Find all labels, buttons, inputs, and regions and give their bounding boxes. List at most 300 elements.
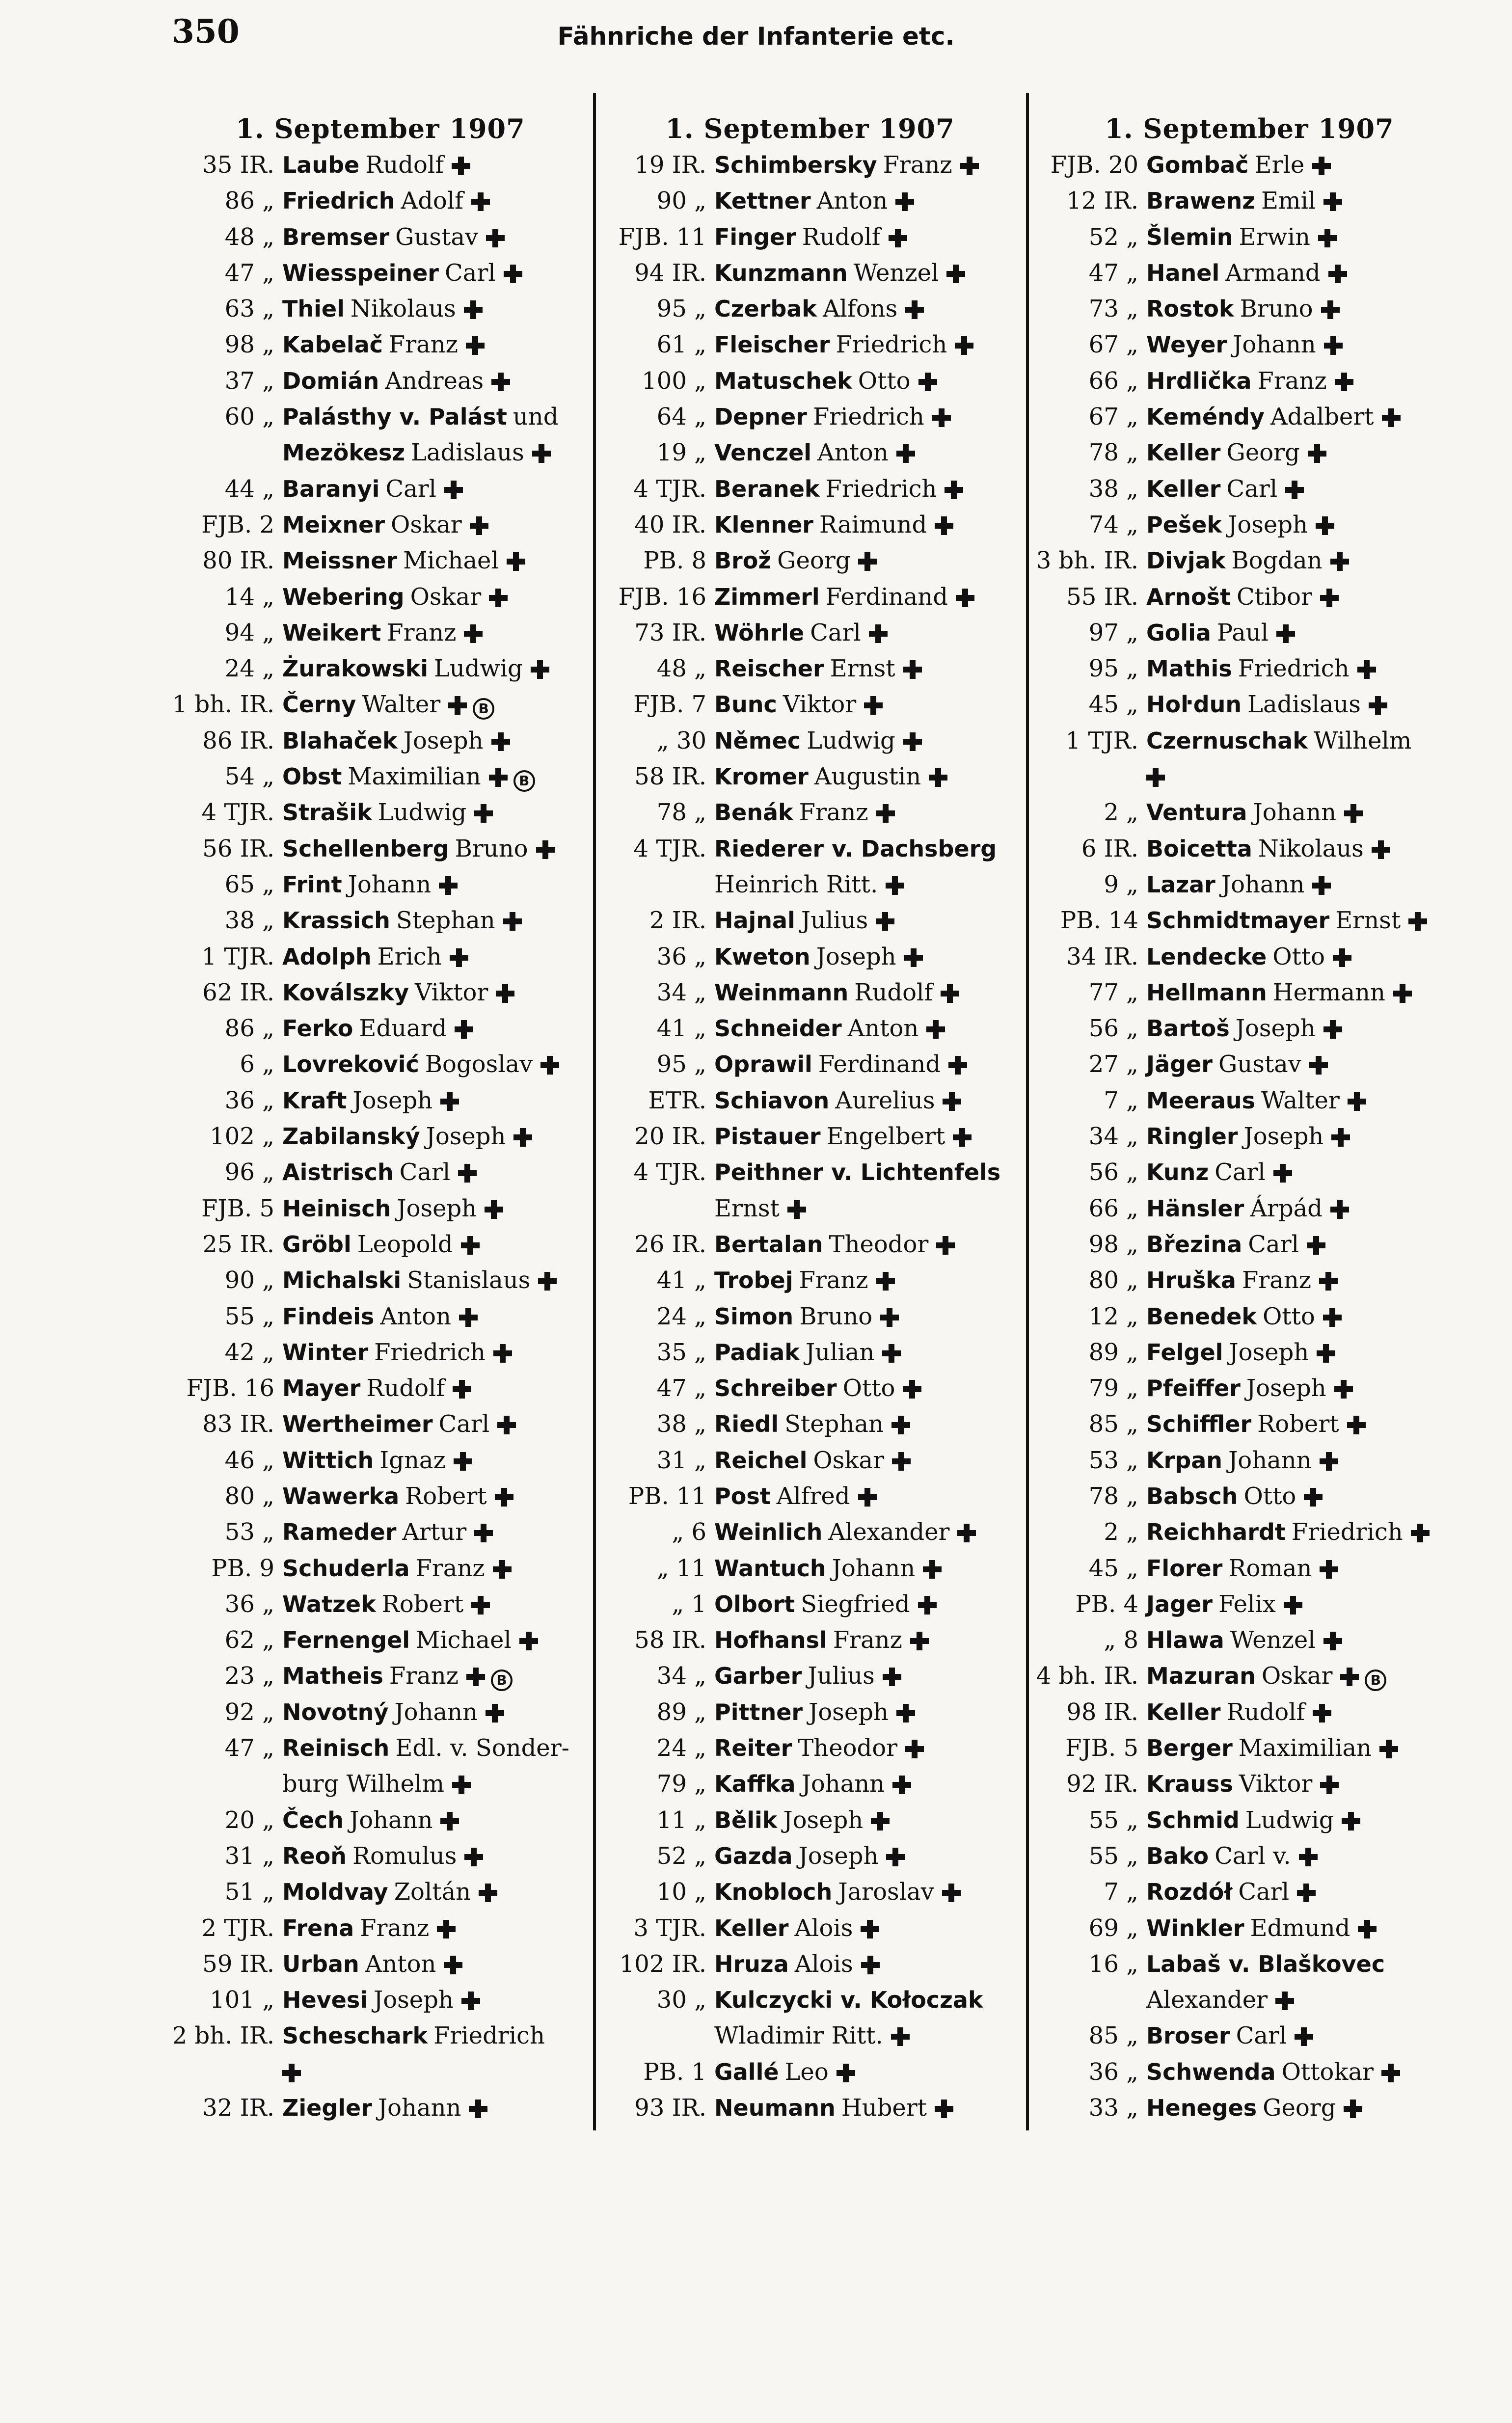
regiment-number: 77 „ [1088, 978, 1138, 1006]
given-name: Paul [1216, 619, 1269, 646]
regiment-number: PB. 4 [1075, 1590, 1138, 1618]
regiment-number: 98 „ [224, 331, 274, 359]
cross-icon [440, 1092, 459, 1111]
list-item [1033, 1227, 1465, 1263]
surname: Hlawa [1146, 1627, 1224, 1654]
entry-name [1146, 507, 1465, 543]
given-name: Oskar [1261, 1662, 1333, 1690]
cross-icon [450, 948, 468, 967]
regiment-number: 66 „ [1088, 367, 1138, 395]
given-name: Nikolaus [1258, 835, 1364, 862]
list-item [1033, 1155, 1465, 1190]
surname: Kraft [282, 1087, 347, 1114]
given-name: Ignaz [379, 1446, 446, 1474]
cross-icon [454, 1452, 472, 1471]
regiment-number: 60 „ [224, 403, 274, 431]
list-item [169, 147, 592, 183]
given-name: Edmund [1250, 1914, 1350, 1942]
given-name: Georg [1226, 439, 1300, 467]
given-name: Franz [415, 1554, 485, 1582]
surname: Post [714, 1482, 771, 1509]
entry-list [169, 147, 592, 2126]
given-name: Johann [394, 1698, 478, 1726]
cross-icon [464, 300, 483, 319]
cross-icon [538, 1272, 557, 1291]
given-name: Franz [388, 331, 458, 359]
cross-icon [886, 876, 904, 895]
regiment-number: 58 IR. [634, 763, 706, 791]
list-item [169, 1514, 592, 1550]
entry-name [282, 831, 592, 867]
list-item [601, 1011, 1019, 1047]
list-item [1033, 723, 1465, 759]
cross-icon [1276, 624, 1295, 643]
column-heading: 1. September 1907 [665, 113, 955, 144]
entry-name [1146, 2090, 1465, 2126]
list-item [1033, 1011, 1465, 1047]
column-3 [1033, 113, 1465, 2126]
surname: Laube [282, 152, 360, 178]
surname: Hellmann [1146, 979, 1267, 1006]
regiment-number: 56 „ [1088, 1158, 1138, 1186]
regiment-number: 85 „ [1088, 2022, 1138, 2050]
regiment-number: FJB. 16 [186, 1374, 274, 1402]
regiment-number: 3 TJR. [633, 1914, 706, 1942]
surname: Meixner [282, 511, 385, 538]
regiment-number: 12 „ [1088, 1302, 1138, 1330]
list-item [601, 1335, 1019, 1371]
given-name: Joseph [397, 1194, 477, 1222]
given-name: Romulus [352, 1842, 457, 1870]
entry-name [714, 1982, 1019, 2018]
surname: Reoň [282, 1842, 347, 1869]
cross-icon [882, 1344, 901, 1363]
regiment-number: 90 „ [224, 1266, 274, 1294]
surname: Hanel [1146, 259, 1220, 286]
cross-icon [439, 876, 458, 895]
entry-name [282, 1011, 592, 1047]
entry-name [1146, 1371, 1465, 1406]
given-name: burg Wilhelm [282, 1770, 444, 1798]
regiment-number: 86 IR. [202, 727, 274, 754]
cross-icon [945, 481, 963, 499]
regiment-number: 25 IR. [202, 1230, 274, 1258]
column-divider [1026, 93, 1029, 2130]
surname: Adolph [282, 943, 372, 970]
cross-icon [491, 732, 510, 751]
list-item [169, 255, 592, 291]
regiment-number: 89 „ [1088, 1338, 1138, 1366]
entry-name [714, 1803, 1019, 1838]
column-heading: 1. September 1907 [1105, 113, 1394, 144]
surname: Čech [282, 1806, 344, 1833]
cross-icon [1330, 1200, 1349, 1219]
surname: Lazar [1146, 871, 1215, 898]
entry-name [1146, 975, 1465, 1011]
list-item [601, 759, 1019, 795]
regiment-number: 78 „ [1088, 439, 1138, 467]
list-item [601, 1047, 1019, 1082]
given-name: Bruno [455, 835, 528, 862]
given-name: Franz [799, 1266, 868, 1294]
given-name: Bruno [799, 1302, 873, 1330]
given-name: Johann [801, 1770, 885, 1798]
given-name: Adalbert [1270, 403, 1374, 431]
entry-name [714, 291, 1019, 327]
entry-name [282, 975, 592, 1011]
surname: Pfeiffer [1146, 1375, 1241, 1402]
given-name: Johann [1253, 799, 1336, 827]
entry-name [282, 1658, 592, 1694]
regiment-number: 62 „ [224, 1626, 274, 1654]
list-item [1033, 615, 1465, 651]
surname: Knobloch [714, 1879, 833, 1906]
regiment-number: 14 „ [224, 583, 274, 611]
surname: Winter [282, 1339, 369, 1366]
list-item [169, 1874, 592, 1910]
surname: Brawenz [1146, 188, 1256, 215]
surname: Mathis [1146, 655, 1232, 682]
entry-name [714, 2054, 1019, 2090]
entry-name [282, 1443, 592, 1479]
list-item [601, 723, 1019, 759]
cross-icon [486, 1704, 504, 1723]
given-name: Felix [1218, 1590, 1276, 1618]
list-item [169, 1155, 592, 1190]
list-item [169, 1658, 592, 1694]
cross-icon [892, 1452, 911, 1471]
surname: Brož [714, 547, 772, 574]
surname: Schimbersky [714, 152, 877, 178]
list-item [1033, 2018, 1465, 2054]
cross-icon [444, 1956, 462, 1974]
surname: Simon [714, 1303, 794, 1330]
given-name: Franz [389, 1662, 459, 1690]
surname: Golia [1146, 619, 1211, 646]
list-item [601, 219, 1019, 255]
regiment-number: FJB. 7 [633, 691, 706, 719]
given-name: Maximilian [348, 763, 481, 791]
entry-name [714, 1011, 1019, 1047]
given-name: Bruno [1240, 295, 1313, 323]
entry-name [282, 435, 592, 471]
regiment-number: 6 „ [240, 1050, 274, 1078]
regiment-number: 86 „ [224, 187, 274, 215]
entry-name [282, 1514, 592, 1550]
given-name: Carl [438, 1410, 490, 1438]
given-name: Joseph [816, 942, 896, 970]
given-name: Friedrich [825, 475, 937, 503]
entry-name [282, 903, 592, 939]
list-item [1033, 147, 1465, 183]
given-name: Erich [377, 942, 442, 970]
list-item [1033, 1335, 1465, 1371]
cross-icon [496, 984, 514, 1003]
list-item [601, 1803, 1019, 1838]
regiment-number: 61 „ [656, 331, 706, 359]
list-item [601, 615, 1019, 651]
regiment-number: 55 „ [1088, 1842, 1138, 1870]
surname: Schreiber [714, 1375, 837, 1402]
list-item [169, 2018, 592, 2054]
given-name: Adolf [401, 187, 463, 215]
list-item [169, 867, 592, 903]
cross-icon [491, 373, 510, 391]
given-name: Andreas [385, 367, 484, 395]
cross-icon [479, 1884, 497, 1902]
list-item [601, 1083, 1019, 1119]
given-name: Rudolf [802, 223, 881, 251]
entry-name [1146, 1011, 1465, 1047]
given-name: Friedrich [374, 1338, 486, 1366]
entry-name [282, 291, 592, 327]
entry-name [1146, 1803, 1465, 1838]
entry-name [1146, 327, 1465, 363]
regiment-number: „ 1 [672, 1590, 706, 1618]
regiment-number: 2 „ [1104, 799, 1138, 827]
regiment-number: 7 „ [1104, 1086, 1138, 1114]
given-name: Alexander [828, 1518, 950, 1546]
given-name: Franz [1257, 367, 1327, 395]
entry-name [1146, 1514, 1465, 1550]
entry-name [282, 507, 592, 543]
entry-name [1146, 1083, 1465, 1119]
list-item [169, 1371, 592, 1406]
entry-name [714, 1946, 1019, 1982]
list-item [169, 1803, 592, 1838]
given-name: Erle [1254, 151, 1305, 179]
entry-name [714, 651, 1019, 687]
surname: Gröbl [282, 1231, 351, 1258]
surname: Keller [714, 1914, 789, 1941]
given-name: Ludwig [434, 655, 523, 683]
list-item [1033, 867, 1465, 903]
surname: Matheis [282, 1663, 383, 1690]
cross-icon [1309, 1056, 1328, 1075]
entry-name [1146, 363, 1465, 399]
list-item [169, 507, 592, 543]
cross-icon [493, 1560, 512, 1579]
entry-name [1146, 1299, 1465, 1335]
given-name: Viktor [783, 691, 857, 719]
list-item [1033, 975, 1465, 1011]
surname: Koválszky [282, 979, 409, 1006]
cross-icon [1275, 1992, 1294, 2010]
regiment-number: 89 „ [656, 1698, 706, 1726]
list-item [1033, 651, 1465, 687]
surname: Frint [282, 871, 342, 898]
given-name: Heinrich Ritt. [714, 870, 878, 898]
entry-name [714, 1766, 1019, 1802]
entry-name [282, 1622, 592, 1658]
given-name: Joseph [809, 1698, 889, 1726]
cross-icon [466, 336, 485, 355]
surname: Labaš v. Blaškovec [1146, 1950, 1385, 1977]
entry-name [282, 1119, 592, 1155]
cross-icon [1344, 2100, 1362, 2118]
entry-name [1146, 1406, 1465, 1442]
cross-icon [876, 912, 894, 931]
given-name: Julius [808, 1662, 875, 1690]
list-item [601, 939, 1019, 975]
surname: Palásthy v. Palást [282, 404, 507, 431]
regiment-number: „ 11 [656, 1554, 706, 1582]
list-item [1033, 1587, 1465, 1622]
list-item [169, 1083, 592, 1119]
regiment-number: 95 „ [1088, 655, 1138, 683]
surname: Wawerka [282, 1482, 400, 1509]
given-name: Rudolf [365, 151, 444, 179]
surname: Michalski [282, 1267, 402, 1294]
list-item [169, 1479, 592, 1514]
circled-b-icon: B [513, 770, 535, 792]
given-name: Robert [381, 1590, 464, 1618]
surname: Kulczycki v. Kołoczak [714, 1987, 983, 2014]
given-name: Stephan [784, 1410, 884, 1438]
regiment-number: 9 „ [1104, 870, 1138, 898]
given-name: Aurelius [835, 1086, 935, 1114]
regiment-number: 10 „ [656, 1878, 706, 1906]
cross-icon [837, 2064, 855, 2082]
list-item [1033, 327, 1465, 363]
list-item [601, 1982, 1019, 2018]
list-item [1033, 1695, 1465, 1730]
entry-name [714, 579, 1019, 615]
given-name: Wilhelm [1313, 727, 1412, 754]
cross-icon [1321, 300, 1340, 319]
list-item [601, 1695, 1019, 1730]
cross-icon [282, 2064, 301, 2082]
entry-name [1146, 939, 1465, 975]
cross-icon [905, 1740, 924, 1758]
list-item [169, 651, 592, 687]
cross-icon [503, 912, 522, 931]
regiment-number: 34 „ [1088, 1123, 1138, 1151]
entry-name [1146, 1982, 1465, 2018]
entry-name [714, 1371, 1019, 1406]
given-name: Oskar [391, 511, 462, 538]
surname: Matuschek [714, 367, 852, 394]
surname: Gallé [714, 2058, 779, 2085]
given-name: Anton [847, 1015, 919, 1043]
entry-name [714, 1227, 1019, 1263]
cross-icon [453, 1380, 471, 1399]
given-name: Joseph [1229, 1338, 1309, 1366]
cross-icon [943, 1092, 961, 1111]
cross-icon [1330, 552, 1349, 571]
given-name: Hubert [841, 2094, 927, 2122]
cross-icon [955, 336, 973, 355]
column-1 [169, 113, 592, 2126]
list-item [601, 1191, 1019, 1227]
list-item [1033, 795, 1465, 831]
regiment-number: 38 „ [656, 1410, 706, 1438]
list-item [601, 1874, 1019, 1910]
cross-icon [1408, 912, 1427, 931]
entry-name [714, 1874, 1019, 1910]
list-item [1033, 687, 1465, 723]
regiment-number: 94 „ [224, 619, 274, 646]
given-name: Raimund [819, 511, 927, 538]
entry-name [1146, 1551, 1465, 1587]
regiment-number: 32 IR. [202, 2094, 274, 2122]
entry-name [714, 2018, 1019, 2054]
given-name: Joseph [426, 1123, 506, 1151]
cross-icon [497, 1416, 516, 1434]
list-item [601, 183, 1019, 219]
cross-icon [459, 1308, 478, 1327]
surname: Thiel [282, 296, 345, 323]
surname: Aistrisch [282, 1159, 394, 1186]
cross-icon [461, 1236, 480, 1255]
surname: Moldvay [282, 1879, 388, 1906]
given-name: Alois [794, 1950, 853, 1978]
regiment-number: 11 „ [656, 1806, 706, 1834]
regiment-number: 73 IR. [634, 619, 706, 646]
entry-name [1146, 615, 1465, 651]
surname: Wantuch [714, 1555, 826, 1582]
regiment-number: 67 „ [1088, 331, 1138, 359]
surname: Wertheimer [282, 1411, 433, 1438]
entry-name [714, 975, 1019, 1011]
given-name: Carl [1236, 2022, 1287, 2050]
given-name: Ferdinand [818, 1050, 941, 1078]
regiment-number: 74 „ [1088, 511, 1138, 538]
entry-name [282, 1946, 592, 1982]
given-name: Georg [1263, 2094, 1336, 2122]
entry-name [1146, 1695, 1465, 1730]
given-name: Friedrich [433, 2022, 545, 2050]
regiment-number: 36 „ [224, 1086, 274, 1114]
list-item [1033, 435, 1465, 471]
regiment-number: 19 „ [656, 439, 706, 467]
regiment-number: 48 „ [656, 655, 706, 683]
list-item [1033, 399, 1465, 435]
surname: Ringler [1146, 1123, 1238, 1150]
surname: Mazuran [1146, 1663, 1256, 1690]
surname: Broser [1146, 2022, 1230, 2049]
cross-icon [448, 696, 467, 715]
list-item [601, 1730, 1019, 1766]
given-name: Árpád [1250, 1194, 1323, 1222]
list-item [601, 1155, 1019, 1190]
surname: Hruška [1146, 1267, 1236, 1294]
surname: Meissner [282, 547, 398, 574]
entry-name [1146, 1911, 1465, 1946]
surname: Kunz [1146, 1159, 1209, 1186]
cross-icon [474, 1524, 493, 1542]
regiment-number: 92 IR. [1066, 1770, 1138, 1798]
list-item [1033, 1191, 1465, 1227]
surname: Fernengel [282, 1627, 410, 1654]
cross-icon [485, 1200, 503, 1219]
surname: Bunc [714, 691, 777, 718]
surname: Zabilanský [282, 1123, 420, 1150]
list-item [169, 2090, 592, 2126]
entry-name [1146, 723, 1465, 759]
given-name: Viktor [414, 978, 488, 1006]
entry-name [1146, 651, 1465, 687]
cross-icon [889, 229, 907, 247]
regiment-number: 4 TJR. [633, 475, 706, 503]
regiment-number: 31 „ [224, 1842, 274, 1870]
list-item [169, 1946, 592, 1982]
entry-name [714, 1191, 1019, 1227]
cross-icon [1307, 1236, 1325, 1255]
given-name: Franz [1242, 1266, 1312, 1294]
list-item [169, 219, 592, 255]
cross-icon [458, 1164, 477, 1183]
